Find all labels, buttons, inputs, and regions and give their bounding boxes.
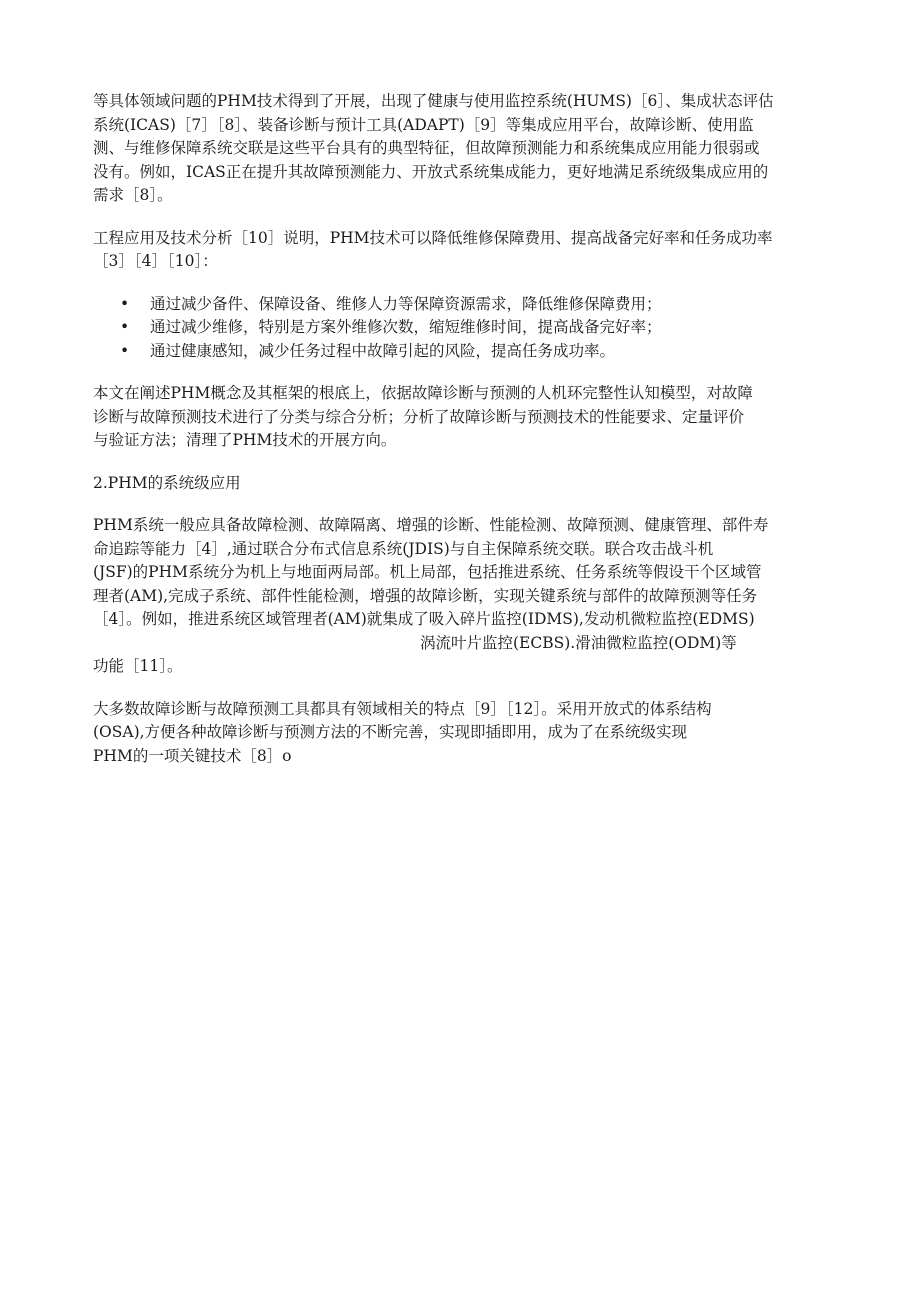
text-line: 测、与维修保障系统交联是这些平台具有的典型特征，但故障预测能力和系统集成应用能力很弱或 (93, 139, 760, 157)
bullet-item (120, 340, 833, 364)
text-line: PHM系统一般应具备故障检测、故障隔离、增强的诊断、性能检测、故障预测、健康管理、部件寿 (93, 516, 769, 534)
bullet-text: 通过健康感知，减少任务过程中故障引起的风险，提高任务成功率。 (150, 341, 616, 360)
bullet-text: 通过减少维修，特别是方案外维修次数，缩短维修时间，提高战备完好率； (150, 318, 662, 336)
text-line: 没有。例如，ICAS正在提升其故障预测能力、开放式系统集成能力，更好地满足系统级集成应用的 (93, 162, 769, 181)
text-line: 大多数故障诊断与故障预测工具都具有领域相关的特点［9］［12］。采用开放式的体系结构 (93, 699, 712, 718)
text-line: 系统(ICAS)［7］［8］、装备诊断与预计工具(ADAPT)［9］等集成应用平台，故障诊断、使用监 (93, 115, 754, 134)
text-line: 诊断与故障预测技术进行了分类与综合分析；分析了故障诊断与预测技术的性能要求、定量评价 (93, 407, 745, 426)
bullet-icon: • (120, 294, 130, 313)
text-line: (JSF)的PHM系统分为机上与地面两局部。机上局部，包括推进系统、任务系统等假设干个区域管 (93, 563, 762, 581)
text-line: 工程应用及技术分析［10］说明，PHM技术可以降低维修保障费用、提高战备完好率和任务成功率 (93, 228, 773, 247)
text-line: ［4］。例如，推进系统区域管理者(AM)就集成了吸入碎片监控(IDMS),发动机微粒监控(EDMS) (93, 610, 755, 628)
bullet-item (120, 316, 833, 340)
system-paragraph (93, 514, 833, 679)
text-line: 等具体领域问题的PHM技术得到了开展，出现了健康与使用监控系统(HUMS)［6］、集成状态评估 (93, 92, 774, 110)
text-line: 与验证方法；清理了PHM技术的开展方向。 (93, 431, 397, 449)
benefits-bullet-list (93, 293, 833, 364)
text-line: (OSA),方便各种故障诊断与预测方法的不断完善，实现即插即用，成为了在系统级实现 (93, 723, 688, 741)
intro-paragraph (93, 90, 833, 208)
text-line: 功能［11］。 (93, 657, 183, 675)
bullet-item (120, 293, 833, 317)
document-page (93, 90, 833, 768)
text-line: 本文在阐述PHM概念及其框架的根底上，依据故障诊断与预测的人机环完整性认知模型，对故障 (93, 384, 753, 402)
section-heading: 2.PHM的系统级应用 (93, 473, 241, 492)
bullet-icon: • (120, 318, 130, 336)
bullet-text: 通过减少备件、保障设备、维修人力等保障资源需求，降低维修保障费用； (150, 294, 662, 313)
osa-paragraph (93, 698, 833, 769)
bullet-icon: • (120, 341, 130, 360)
text-line: 理者(AM),完成子系统、部件性能检测，增强的故障诊断，实现关键系统与部件的故障预测等任务 (93, 586, 758, 605)
text-line: 需求［8］。 (93, 186, 173, 204)
benefits-intro-paragraph (93, 227, 833, 274)
scope-paragraph (93, 382, 833, 453)
text-line: ［3］［4］［10］： (93, 252, 218, 270)
text-line: 涡流叶片监控(ECBS).滑油微粒监控(ODM)等 (420, 633, 737, 652)
text-line: 命追踪等能力［4］,通过联合分布式信息系统(JDIS)与自主保障系统交联。联合攻击战斗机 (93, 539, 714, 558)
text-line: PHM的一项关键技术［8］o (93, 746, 292, 765)
